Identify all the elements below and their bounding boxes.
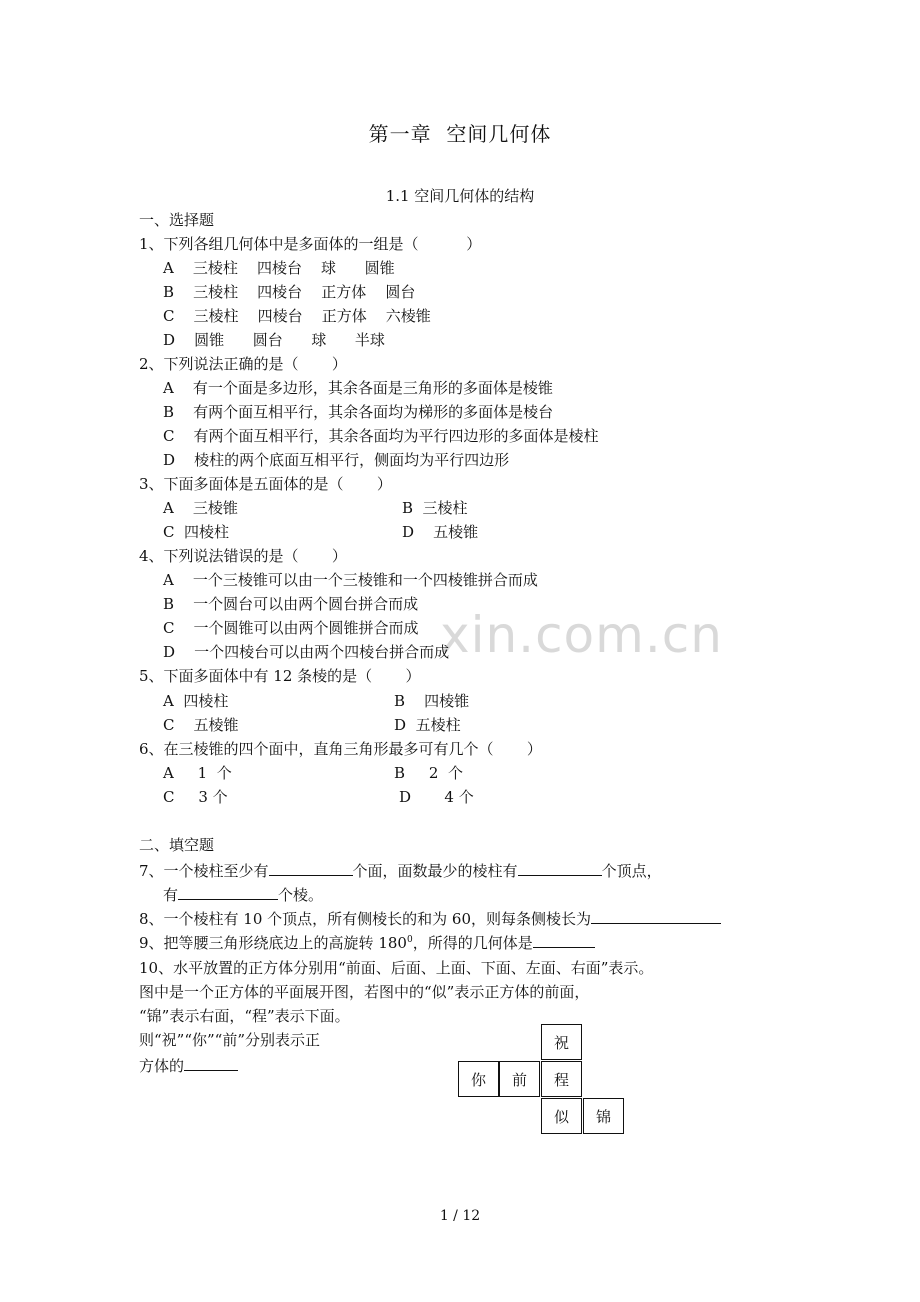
q5-option-d: D 五棱柱	[394, 716, 461, 734]
q6-option-b: B 2 个	[394, 764, 463, 782]
net-cell-ni: 你	[458, 1061, 499, 1097]
q10-text-5: 方体的	[139, 1057, 185, 1075]
q8-text: 8、一个棱柱有 10 个顶点，所有侧棱长的和为 60，则每条侧棱长为	[139, 910, 592, 928]
net-cell-si: 似	[541, 1098, 582, 1134]
question-1: 1、下列各组几何体中是多面体的一组是（ ）	[139, 235, 482, 253]
question-10-line3: “锦”表示右面，“程”表示下面。	[139, 1007, 350, 1025]
question-10-line4: 则“祝”“你”“前”分别表示正	[139, 1031, 321, 1049]
page-number: 1 / 12	[439, 1208, 481, 1224]
cube-net-diagram	[458, 1024, 628, 1136]
question-10-line2: 图中是一个正方体的平面展开图，若图中的“似”表示正方体的前面，	[139, 983, 590, 1001]
question-8	[139, 910, 721, 927]
q1-option-d: D 圆锥 圆台 球 半球	[163, 331, 385, 349]
q10-blank	[184, 1057, 238, 1071]
q5-option-c: C 五棱锥	[163, 716, 239, 734]
q6-option-d: D 4 个	[399, 788, 474, 806]
q3-option-b: B 三棱柱	[402, 499, 468, 517]
q1-option-c: C 三棱柱 四棱台 正方体 六棱锥	[163, 307, 431, 325]
section-heading-fill: 二、填空题	[139, 836, 215, 854]
watermark: xin.com.cn	[440, 606, 723, 664]
section-heading-choice: 一、选择题	[139, 211, 215, 229]
q2-option-a: A 有一个面是多边形，其余各面是三角形的多面体是棱锥	[163, 379, 553, 397]
q4-option-a: A 一个三棱锥可以由一个三棱锥和一个四棱锥拼合而成	[163, 571, 538, 589]
q2-option-d: D 棱柱的两个底面互相平行，侧面均为平行四边形	[163, 451, 510, 469]
q6-option-a: A 1 个	[163, 764, 232, 782]
q7-text-2: 个面，面数最少的棱柱有	[352, 862, 518, 880]
q2-option-b: B 有两个面互相平行，其余各面均为梯形的多面体是棱台	[163, 403, 554, 421]
question-4: 4、下列说法错误的是（ ）	[139, 547, 347, 565]
q6-option-c: C 3 个	[163, 788, 228, 806]
q4-option-b: B 一个圆台可以由两个圆台拼合而成	[163, 595, 419, 613]
q9-blank	[533, 934, 595, 948]
section-subtitle: 1.1 空间几何体的结构	[385, 187, 535, 205]
question-6: 6、在三棱锥的四个面中，直角三角形最多可有几个（ ）	[139, 740, 542, 758]
question-2: 2、下列说法正确的是（ ）	[139, 355, 347, 373]
q4-option-d: D 一个四棱台可以由两个四棱台拼合而成	[163, 643, 450, 661]
question-10-line1: 10、水平放置的正方体分别用“前面、后面、上面、下面、左面、右面”表示。	[139, 959, 654, 977]
q8-blank	[591, 910, 721, 924]
q3-option-d: D 五棱锥	[402, 523, 479, 541]
question-7-line2	[163, 886, 323, 903]
q9-text-2: ，所得的几何体是	[412, 934, 533, 952]
q2-option-c: C 有两个面互相平行，其余各面均为平行四边形的多面体是棱柱	[163, 427, 599, 445]
question-9	[139, 934, 595, 951]
q7-blank-3	[178, 886, 278, 900]
q7-text-3: 个顶点，	[601, 862, 662, 880]
q7-blank-2	[518, 862, 602, 876]
q9-text-1: 9、把等腰三角形绕底边上的高旋转 180	[139, 934, 407, 952]
net-cell-qian: 前	[499, 1061, 540, 1097]
q3-option-c: C 四棱柱	[163, 523, 230, 541]
question-5: 5、下面多面体中有 12 条棱的是（ ）	[139, 667, 421, 685]
q7-text-4: 有	[163, 886, 179, 904]
net-cell-zhu: 祝	[541, 1024, 582, 1060]
q7-text-5: 个棱。	[278, 886, 324, 904]
q4-option-c: C 一个圆锥可以由两个圆锥拼合而成	[163, 619, 419, 637]
q3-option-a: A 三棱锥	[163, 499, 238, 517]
q7-blank-1	[269, 862, 353, 876]
q9-superscript: 0	[406, 935, 413, 945]
question-3: 3、下面多面体是五面体的是（ ）	[139, 475, 392, 493]
q1-option-b: B 三棱柱 四棱台 正方体 圆台	[163, 283, 416, 301]
net-cell-jin: 锦	[583, 1098, 624, 1134]
q5-option-b: B 四棱锥	[394, 692, 470, 710]
q1-option-a: A 三棱柱 四棱台 球 圆锥	[163, 259, 395, 277]
q5-option-a: A 四棱柱	[163, 692, 229, 710]
q7-text-1: 7、一个棱柱至少有	[139, 862, 269, 880]
question-7-line1	[139, 862, 662, 879]
chapter-title: 第一章 空间几何体	[368, 122, 552, 146]
net-cell-cheng: 程	[541, 1061, 582, 1097]
question-10-line5	[139, 1057, 238, 1074]
